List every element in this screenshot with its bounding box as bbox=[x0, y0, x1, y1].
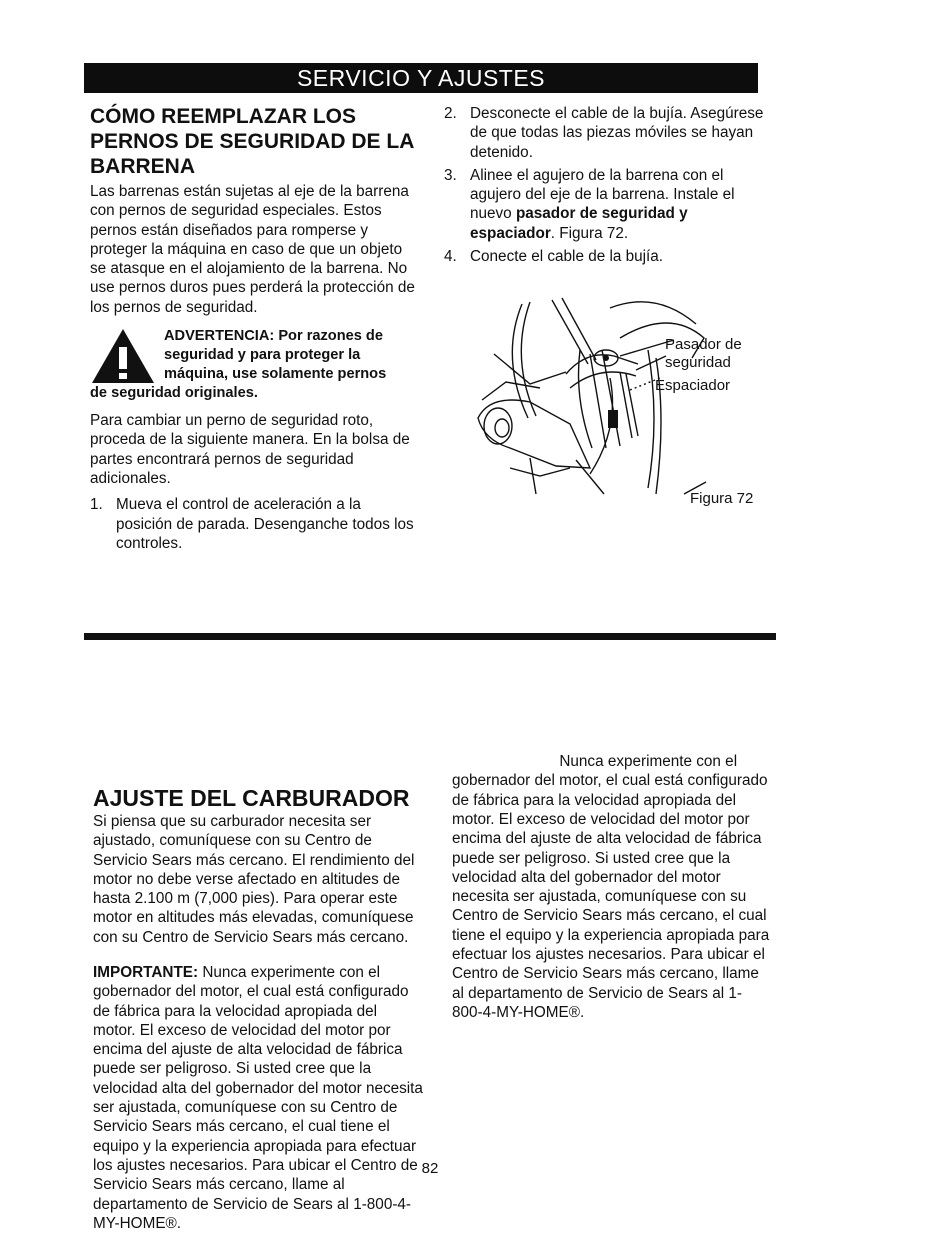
section2-title: AJUSTE DEL CARBURADOR bbox=[93, 785, 410, 811]
section2-para1: Si piensa que su carburador necesita ser ajustado, comuníquese con su Centro de Servicio Sears más cercano. El rendimiento del motor no debe verse afectado en altitudes de hasta 2.100 m (7,000 pies). Para operar este motor en altitudes más elevadas, comuníquese con su Centro de Servicio Sears más cercano. bbox=[93, 813, 415, 946]
left-column-section2 bbox=[93, 785, 423, 954]
warning-tail: de seguridad originales. bbox=[90, 385, 258, 402]
step-text-bold: pasador de seguridad y espaciador bbox=[470, 205, 688, 242]
step-number: 3. bbox=[444, 166, 457, 184]
warning-text: ADVERTENCIA: Por razones de seguridad y para proteger la máquina, use solamente pernos bbox=[164, 328, 387, 383]
left-column-section2-cont bbox=[93, 963, 423, 1232]
important-text-continued-wrapper bbox=[452, 752, 772, 1022]
step-text-pre: Alinee el agujero de la barrena con el agujero del eje de la barrena. Instale el nuevo bbox=[470, 166, 735, 223]
step-number: 4. bbox=[444, 248, 457, 266]
figure-caption: Figura 72 bbox=[690, 490, 754, 507]
step-item bbox=[444, 166, 764, 243]
important-text-continued: Nunca experimente con el gobernador del motor, el cual está configurado de fábrica para la velocidad apropiada del motor. El exceso de velocidad del motor por encima del ajuste de alta velocidad de fábrica puede ser peligroso. Si usted cree que la velocidad alta del gobernador del motor necesita ser ajustada, comuníquese con su Centro de Servicio Sears más cercano, el cual tiene el equipo y la experiencia apropiada para efectuar los ajustes necesarios. Para ubicar el Centro de Servicio Sears más cercano, llame al departamento de Servicio de Sears al 1-800-4-MY-HOME®. bbox=[452, 753, 770, 1021]
step-text: Conecte el cable de la bujía. bbox=[470, 248, 664, 266]
step-text-post: . Figura 72. bbox=[550, 224, 629, 242]
steps-list-left bbox=[90, 495, 420, 553]
important-label: IMPORTANTE: bbox=[93, 964, 199, 981]
page-number: 82 bbox=[421, 1160, 439, 1177]
right-column-section2 bbox=[452, 753, 772, 1021]
section-divider bbox=[84, 633, 776, 640]
section-banner: SERVICIO Y AJUSTES bbox=[84, 63, 758, 93]
step-text: Mueva el control de aceleración a la posición de parada. Desenganche todos los controles. bbox=[116, 496, 414, 552]
steps-list-right bbox=[444, 104, 764, 266]
right-column-section1 bbox=[444, 104, 764, 270]
warning-triangle-icon bbox=[90, 327, 156, 385]
section1-intro: Las barrenas están sujetas al eje de la barrena con pernos de seguridad especiales. Estos pernos están diseñados para romperse y proteger la máquina en caso de que un objeto se atasque en el alojamiento de la barrena. No use pernos duros pues perderá la protección de los pernos de seguridad. bbox=[90, 183, 415, 316]
step-item bbox=[444, 104, 764, 162]
step-number: 2. bbox=[444, 105, 457, 122]
figure-label-spacer: Espaciador bbox=[655, 377, 731, 394]
auger-shear-bolt-illustration bbox=[470, 298, 770, 518]
step-number: 1. bbox=[90, 496, 103, 514]
section1-title: CÓMO REEMPLAZAR LOS PERNOS DE SEGURIDAD DE LA BARRENA bbox=[90, 105, 414, 178]
left-column-section1 bbox=[90, 104, 420, 557]
step-item bbox=[444, 247, 764, 266]
figure-72 bbox=[470, 298, 770, 518]
section1-para2: Para cambiar un perno de seguridad roto, proceda de la siguiente manera. En la bolsa de partes encontrará pernos de seguridad adicionales. bbox=[90, 412, 410, 487]
step-text: Desconecte el cable de la bujía. Asegúrese de que todas las piezas móviles se hayan detenido. bbox=[470, 105, 764, 161]
step-item bbox=[90, 495, 420, 553]
figure-label-pin: Pasador de seguridad bbox=[665, 336, 742, 371]
important-text: Nunca experimente con el gobernador del motor, el cual está configurado de fábrica para la velocidad apropiada del motor. El exceso de velocidad del motor por encima del ajuste de alta velocidad de fábrica puede ser peligroso. Si usted cree que la velocidad alta del gobernador del motor necesita ser ajustada, comuníquese con su Centro de Servicio Sears más cercano, el cual tiene el equipo y la experiencia apropiada para efectuar los ajustes necesarios. Para ubicar el Centro de Servicio Sears más cercano, llame al departamento de Servicio de Sears al 1-800-4-MY-HOME®. bbox=[93, 964, 423, 1232]
warning-block bbox=[90, 327, 420, 403]
